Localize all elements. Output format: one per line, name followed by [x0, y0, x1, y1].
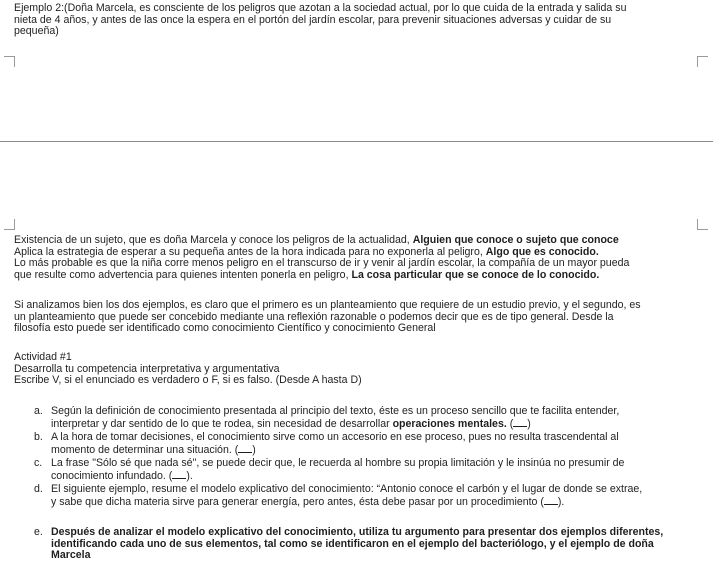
list-item-d — [51, 484, 701, 508]
item-line-1: Según la definición de conocimiento presentada al principio del texto, éste es un proceso sencillo que te facilita entender, — [51, 405, 620, 417]
item-e-line-2: identificando cada uno de sus elementos, tal como se identificaron en el ejemplo del bacteriólogo, y el ejemplo de doña — [51, 537, 654, 550]
answer-blank[interactable] — [544, 496, 558, 505]
elements-paragraph — [14, 235, 629, 281]
answer-blank[interactable] — [172, 470, 186, 479]
text: ( — [506, 417, 514, 430]
item-line-1: El siguiente ejemplo, resume el modelo explicativo del conocimiento: “Antonio conoce el carbón y el lugar de donde se extrae, — [51, 483, 643, 495]
item-marker: d. — [34, 483, 43, 495]
item-marker: c. — [34, 457, 43, 469]
elements-line-3: Lo más probable es que la niña corre menos peligro en el transcurso de ir y venir al jardín escolar, la compañía de un mayor pueda — [14, 257, 630, 269]
text: Existencia de un sujeto, que es doña Marcela y conoce los peligros de la actualidad, — [14, 234, 413, 246]
text: ). — [557, 495, 565, 508]
item-e-line-3: Marcela — [51, 549, 91, 561]
analysis-line-1: Si analizamos bien los dos ejemplos, es claro que el primero es un planteamiento que requiere de un estudio previo, y el segundo, es — [14, 299, 641, 311]
text: ) — [252, 443, 256, 456]
item-marker: b. — [34, 431, 43, 443]
item-line-2 — [51, 444, 701, 457]
activity-title: Actividad #1 — [14, 351, 72, 363]
page-corner-mark-top-right — [697, 56, 708, 67]
item-line-1: La frase "Sólo sé que nada sé", se puede decir que, le recuerda al hombre su propia limitación y le insinúa no presumir de — [51, 457, 625, 469]
text: ). — [186, 469, 193, 482]
example-2-line-3: pequeña) — [14, 25, 59, 37]
analysis-line-3: filosofía esto puede ser identificado como conocimiento Científico y conocimiento General — [14, 322, 436, 334]
text: ) — [527, 417, 531, 430]
item-line-2 — [51, 470, 701, 483]
page-break-divider — [0, 141, 713, 142]
bold-text: La cosa particular que se conoce de lo conocido. — [351, 268, 600, 281]
text: interpretar y dar sentido de lo que te rodea, sin necesidad de desarrollar — [51, 417, 393, 430]
text: que resulte como advertencia para quienes intenten ponerla en peligro, — [14, 268, 352, 281]
answer-blank[interactable] — [238, 444, 252, 453]
bold-text: Alguien que conoce o sujeto que conoce — [412, 234, 619, 246]
page-corner-mark-bottom-left — [4, 219, 15, 230]
activity-header — [14, 352, 362, 387]
activity-instruction: Escribe V, si el enunciado es verdadero o F, si es falso. (Desde A hasta D) — [14, 374, 362, 386]
text: y sabe que dicha materia sirve para generar energía, pero antes, ésta debe pasar por un procedimiento ( — [51, 495, 544, 508]
item-e-line-1: Después de analizar el modelo explicativo del conocimiento, utiliza tu argumento para presentar dos ejemplos diferentes, — [51, 526, 664, 538]
list-item-e — [51, 527, 701, 562]
analysis-paragraph — [14, 300, 641, 335]
example-2-line-2: nieta de 4 años, y antes de las once la espera en el portón del jardín escolar, para prevenir situaciones adversas y cuidar de su — [14, 13, 612, 26]
page-corner-mark-bottom-right — [697, 219, 708, 230]
item-marker: a. — [34, 405, 43, 417]
elements-line-4 — [14, 270, 629, 282]
text: conocimiento infundado. ( — [51, 469, 173, 482]
list-item-c — [51, 458, 701, 482]
item-line-2 — [51, 496, 701, 509]
item-line-2 — [51, 418, 701, 431]
activity-subtitle: Desarrolla tu competencia interpretativa y argumentativa — [14, 362, 280, 375]
analysis-line-2: un planteamiento que puede ser concebido mediante una reflexión razonable o podemos decir que es de tipo general. Desde la — [14, 310, 614, 323]
example-2-line-1: Ejemplo 2:(Doña Marcela, es consciente de los peligros que azotan a la sociedad actual, por lo que cuida de la entrada y salida su — [14, 2, 627, 14]
item-marker: e. — [34, 526, 43, 538]
bold-text: operaciones mentales. — [392, 417, 507, 430]
item-line-1: A la hora de tomar decisiones, el conocimiento sirve como un accesorio en ese proceso, pues no resulta trascendental al — [51, 431, 619, 443]
example-2-paragraph — [14, 3, 626, 38]
answer-blank[interactable] — [513, 418, 527, 427]
list-item-a — [51, 406, 701, 430]
page-corner-mark-top-left — [4, 56, 15, 67]
list-item-b — [51, 432, 701, 456]
bold-text: Algo que es conocido. — [485, 245, 599, 258]
text: momento de determinar una situación. ( — [51, 443, 239, 456]
text: Aplica la estrategia de esperar a su pequeña antes de la hora indicada para no exponerla al peligro, — [14, 245, 486, 258]
